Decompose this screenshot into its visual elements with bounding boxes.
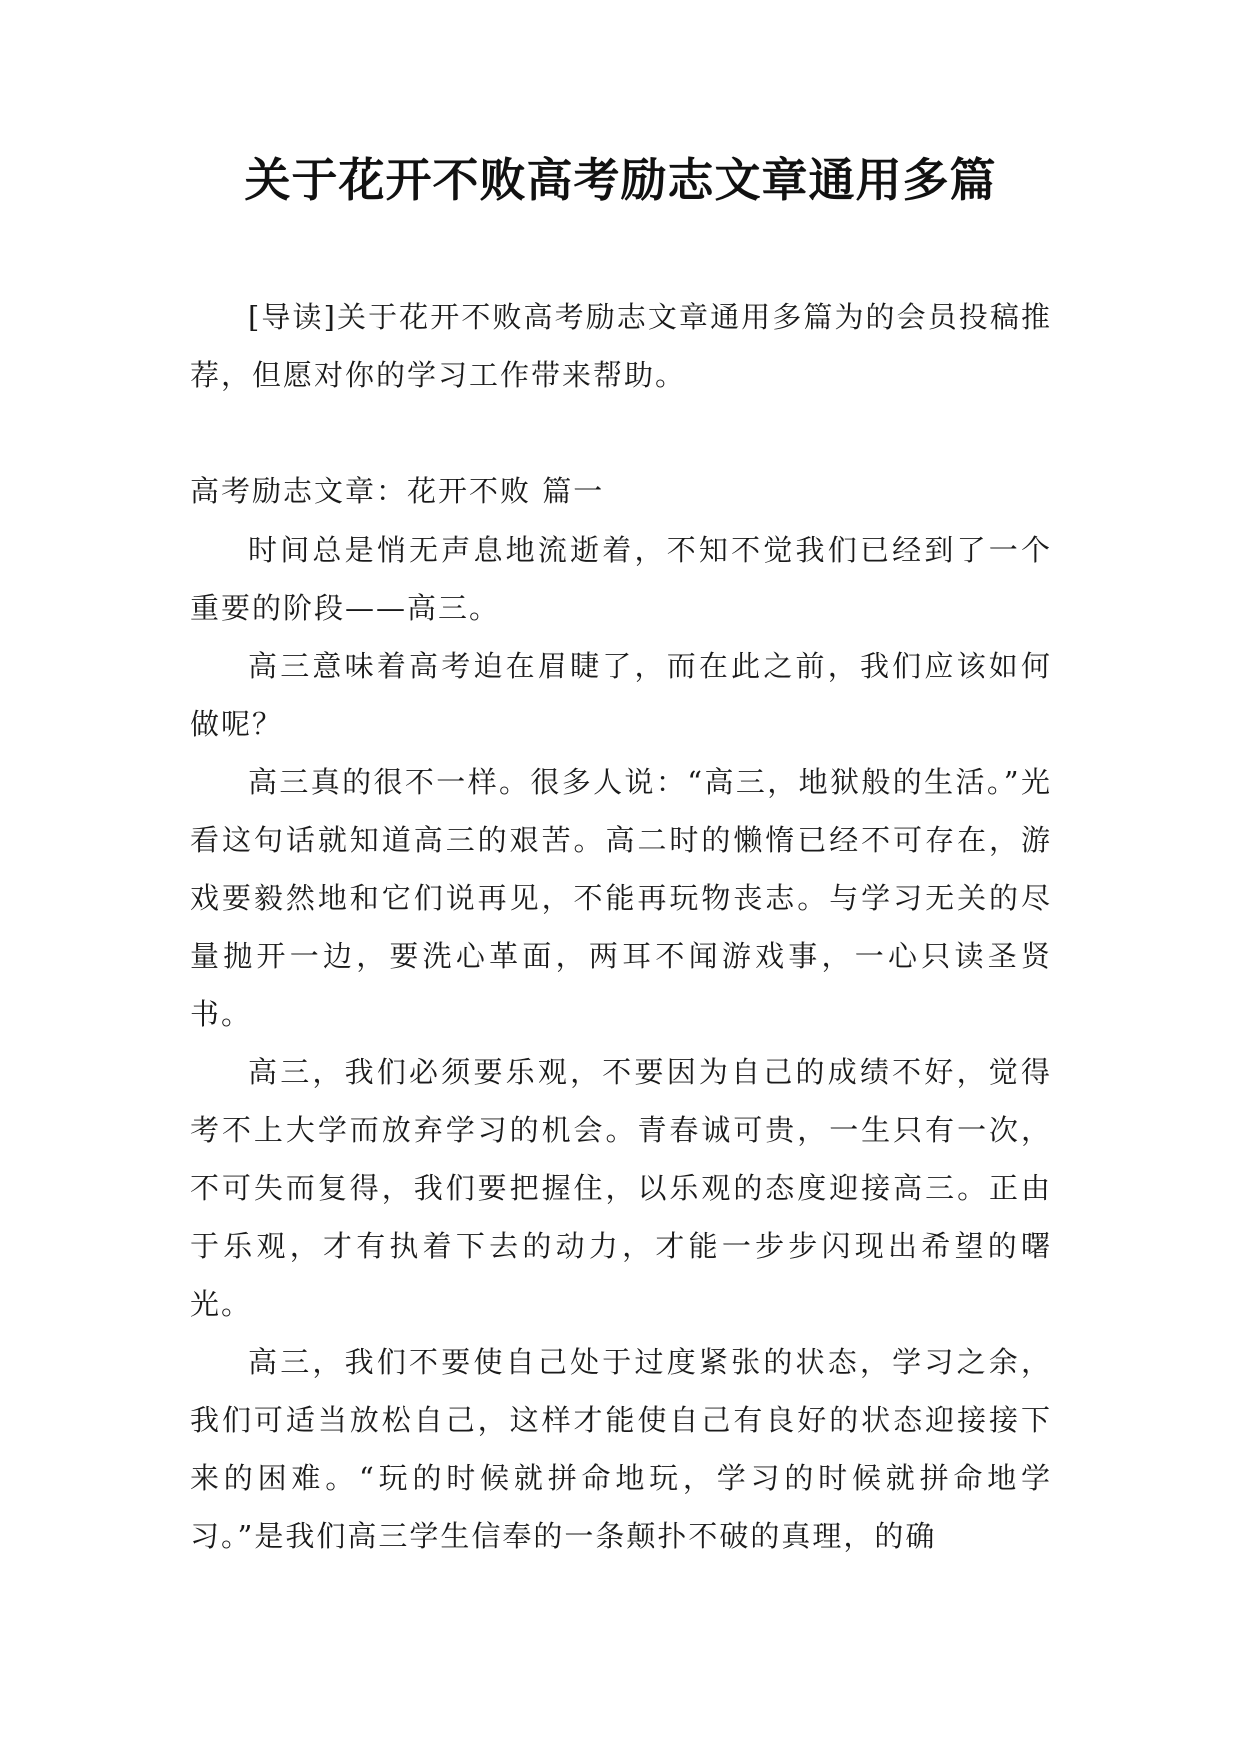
document-title: 关于花开不败高考励志文章通用多篇 (244, 153, 997, 207)
body-paragraph: 高三意味着高考迫在眉睫了，而在此之前，我们应该如何做呢？ (190, 649, 1052, 741)
body-paragraph: 时间总是悄无声息地流逝着，不知不觉我们已经到了一个重要的阶段——高三。 (190, 533, 1052, 625)
lead-paragraph (190, 288, 1052, 404)
section-heading-text: 高考励志文章：花开不败 篇一 (190, 474, 605, 508)
section-heading (190, 462, 1052, 520)
body-paragraph: 高三真的很不一样。很多人说：“高三，地狱般的生活。”光看这句话就知道高三的艰苦。高二时的懒惰已经不可存在，游戏要毅然地和它们说再见，不能再玩物丧志。与学习无关的尽量抛开一边，要洗心革面，两耳不闻游戏事，一心只读圣贤书。 (190, 765, 1052, 1031)
article-body (190, 521, 1052, 1565)
body-paragraph: 高三，我们必须要乐观，不要因为自己的成绩不好，觉得考不上大学而放弃学习的机会。青春诚可贵，一生只有一次，不可失而复得，我们要把握住，以乐观的态度迎接高三。正由于乐观，才有执着下去的动力，才能一步步闪现出希望的曙光。 (190, 1055, 1052, 1321)
body-paragraph: 高三，我们不要使自己处于过度紧张的状态，学习之余，我们可适当放松自己，这样才能使自己有良好的状态迎接接下来的困难。“玩的时候就拼命地玩，学习的时候就拼命地学习。”是我们高三学生信奉的一条颠扑不破的真理，的确 (190, 1345, 1052, 1553)
lead-text: [导读]关于花开不败高考励志文章通用多篇为的会员投稿推荐，但愿对你的学习工作带来帮助。 (190, 300, 1052, 392)
